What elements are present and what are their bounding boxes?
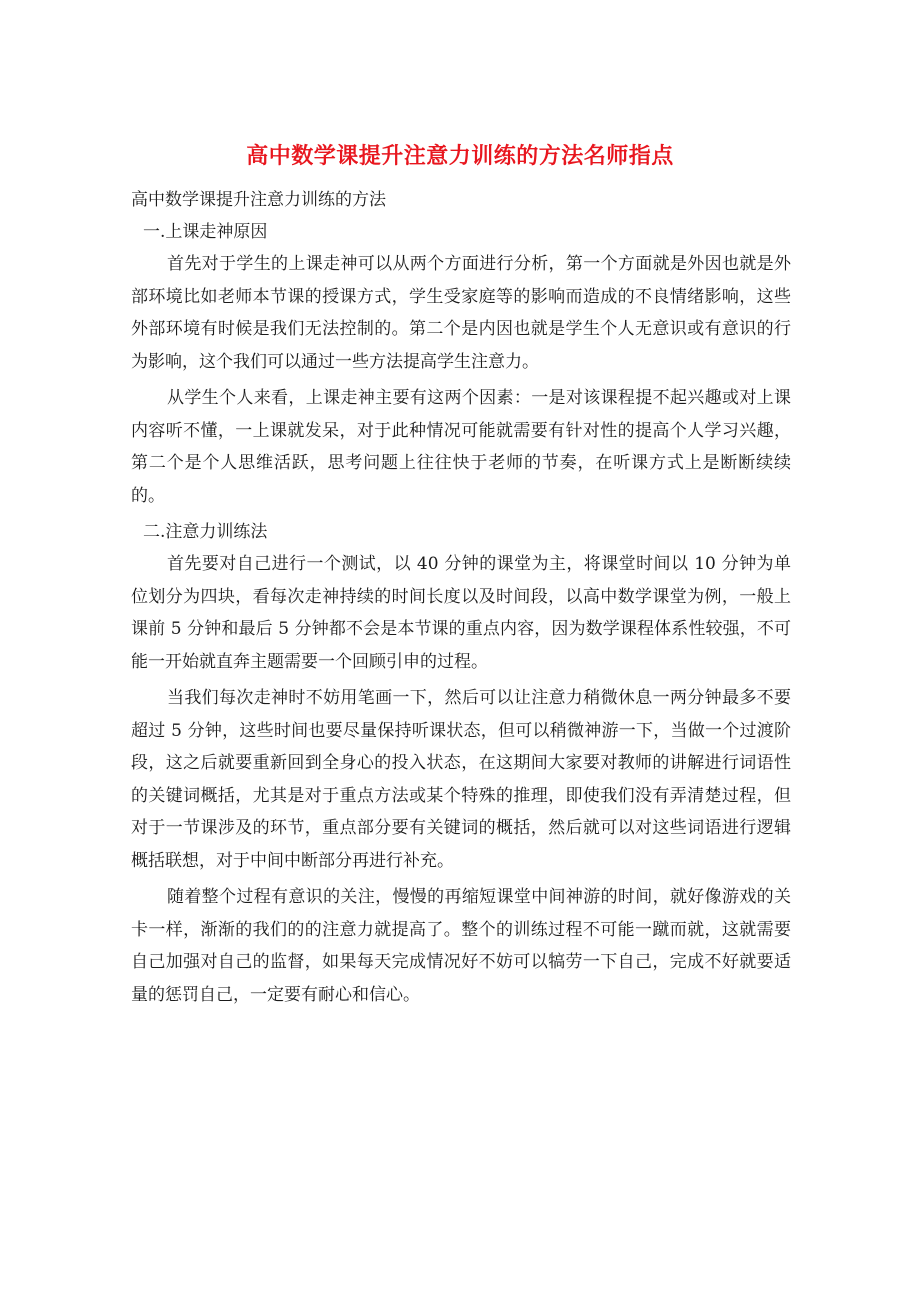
section-training [131, 516, 791, 1011]
paragraph: 首先要对自己进行一个测试，以 40 分钟的课堂为主，将课堂时间以 10 分钟为单位划分为四块，看每次走神持续的时间长度以及时间段，以高中数学课堂为例，一般上课前 5 分钟和最后 5 分钟都不会是本节课的重点内容，因为数学课程体系性较强，不可能一开始就直奔主题需要一个回顾引申的过程。 [131, 554, 791, 672]
paragraph: 随着整个过程有意识的关注，慢慢的再缩短课堂中间神游的时间，就好像游戏的关卡一样，渐渐的我们的的注意力就提高了。整个的训练过程不可能一蹴而就，这就需要自己加强对自己的监督，如果每天完成情况好不妨可以犒劳一下自己，完成不好就要适量的惩罚自己，一定要有耐心和信心。 [131, 887, 791, 1005]
document-title: 高中数学课提升注意力训练的方法名师指点 [246, 144, 674, 169]
section-heading: 二.注意力训练法 [143, 522, 268, 542]
paragraph: 首先对于学生的上课走神可以从两个方面进行分析，第一个方面就是外因也就是外部环境比如老师本节课的授课方式，学生受家庭等的影响而造成的不良情绪影响，这些外部环境有时候是我们无法控制的。第二个是内因也就是学生个人无意识或有意识的行为影响，这个我们可以通过一些方法提高学生注意力。 [131, 254, 791, 372]
paragraph: 从学生个人来看，上课走神主要有这两个因素：一是对该课程提不起兴趣或对上课内容听不懂，一上课就发呆，对于此种情况可能就需要有针对性的提高个人学习兴趣，第二个是个人思维活跃，思考问题上往往快于老师的节奏，在听课方式上是断断续续的。 [131, 388, 791, 506]
document-subtitle: 高中数学课提升注意力训练的方法 [131, 190, 386, 210]
document-body [131, 184, 791, 1015]
section-causes [131, 216, 791, 512]
paragraph: 当我们每次走神时不妨用笔画一下，然后可以让注意力稍微休息一两分钟最多不要超过 5 分钟，这些时间也要尽量保持听课状态，但可以稍微神游一下，当做一个过渡阶段，这之后就要重新回到全身心的投入状态，在这期间大家要对教师的讲解进行词语性的关键词概括，尤其是对于重点方法或某个特殊的推理，即使我们没有弄清楚过程，但对于一节课涉及的环节，重点部分要有关键词的概括，然后就可以对这些词语进行逻辑概括联想，对于中间中断部分再进行补充。 [131, 688, 791, 871]
section-heading: 一.上课走神原因 [143, 222, 268, 242]
